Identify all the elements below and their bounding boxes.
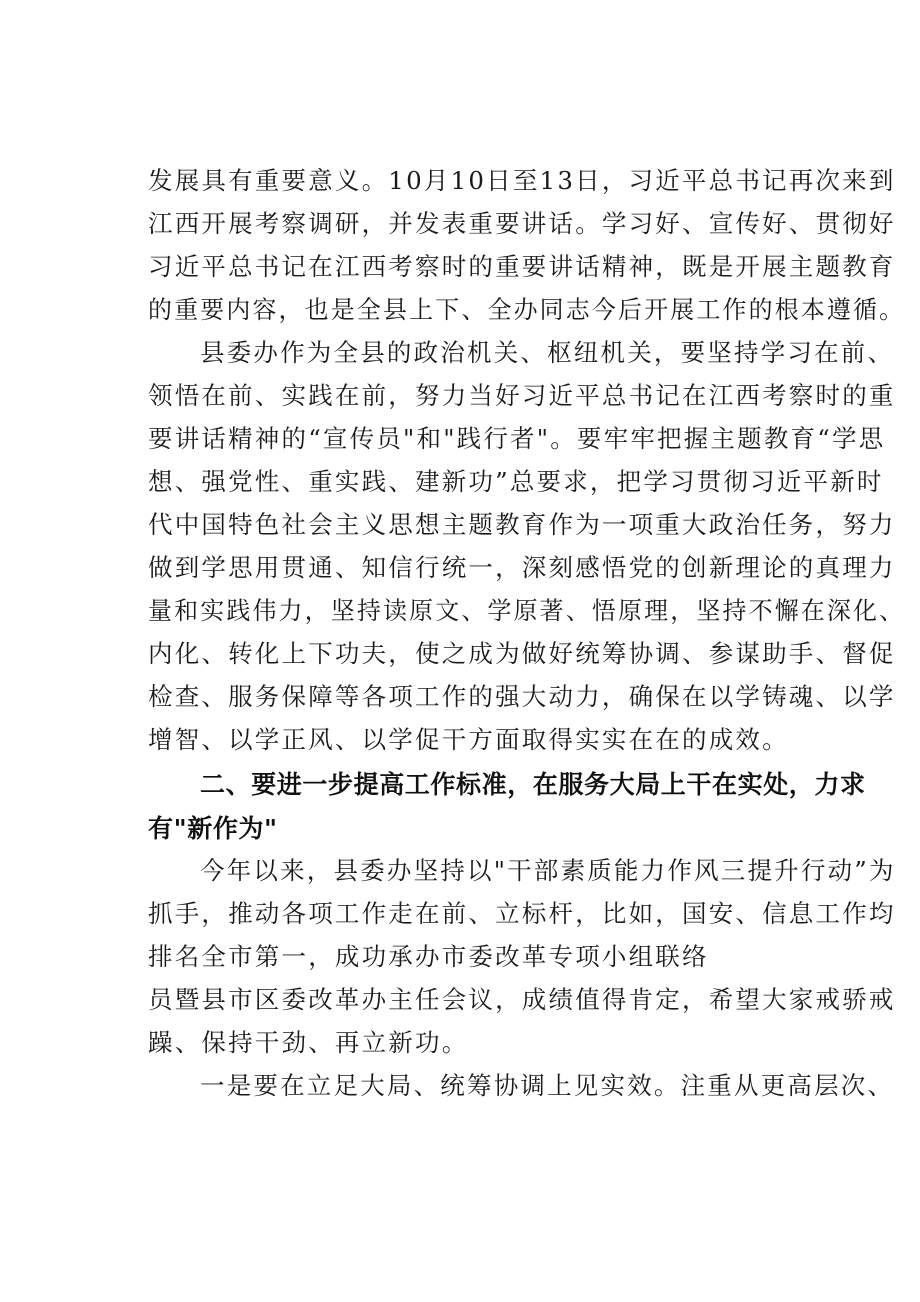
text-line: 量和实践伟力，坚持读原文、学原著、悟原理，坚持不懈在深化、 [148, 596, 906, 625]
text-line: 习近平总书记在江西考察时的重要讲话精神，既是开展主题教育 [148, 252, 896, 281]
text-line: 躁、保持干劲、再立新功。 [148, 1028, 469, 1057]
text-line: 员暨县市区委改革办主任会议，成绩值得肯定，希望大家戒骄戒 [148, 985, 896, 1014]
text-line: 县委办作为全县的政治机关、枢纽机关，要坚持学习在前、 [200, 338, 895, 367]
text-line: 想、强党性、重实践、建新功”总要求，把学习贯彻习近平新时 [148, 467, 884, 496]
text-line: 做到学思用贯通、知信行统一，深刻感悟党的创新理论的真理力 [148, 553, 896, 582]
text-line: 检查、服务保障等各项工作的强大动力，确保在以学铸魂、以学 [148, 682, 896, 711]
section-heading: 二、要进一步提高工作标准，在服务大局上干在实处，力求 [200, 770, 866, 799]
text-line: 排名全市第一，成功承办市委改革专项小组联络 [148, 942, 709, 971]
section-heading: 有"新作为" [148, 814, 278, 843]
text-line: 的重要内容，也是全县上下、全办同志今后开展工作的根本遵循。 [148, 295, 906, 324]
text-line: 江西开展考察调研，并发表重要讲话。学习好、宣传好、贯彻好 [148, 209, 896, 238]
text-line: 要讲话精神的“宣传员"和"践行者"。要牢牢把握主题教育“学思 [148, 424, 886, 453]
text-line: 今年以来，县委办坚持以"干部素质能力作风三提升行动”为 [200, 856, 896, 885]
text-line: 代中国特色社会主义思想主题教育作为一项重大政治任务，努力 [148, 510, 896, 539]
text-line: 发展具有重要意义。10月10日至13日，习近平总书记再次来到 [148, 166, 896, 195]
text-line: 增智、以学正风、以学促干方面取得实实在在的成效。 [148, 725, 789, 754]
text-line: 领悟在前、实践在前，努力当好习近平总书记在江西考察时的重 [148, 381, 896, 410]
text-line: 一是要在立足大局、统筹协调上见实效。注重从更高层次、 [200, 1071, 895, 1100]
text-line: 内化、转化上下功夫，使之成为做好统筹协调、参谋助手、督促 [148, 639, 896, 668]
text-line: 抓手，推动各项工作走在前、立标杆，比如，国安、信息工作均 [148, 899, 896, 928]
